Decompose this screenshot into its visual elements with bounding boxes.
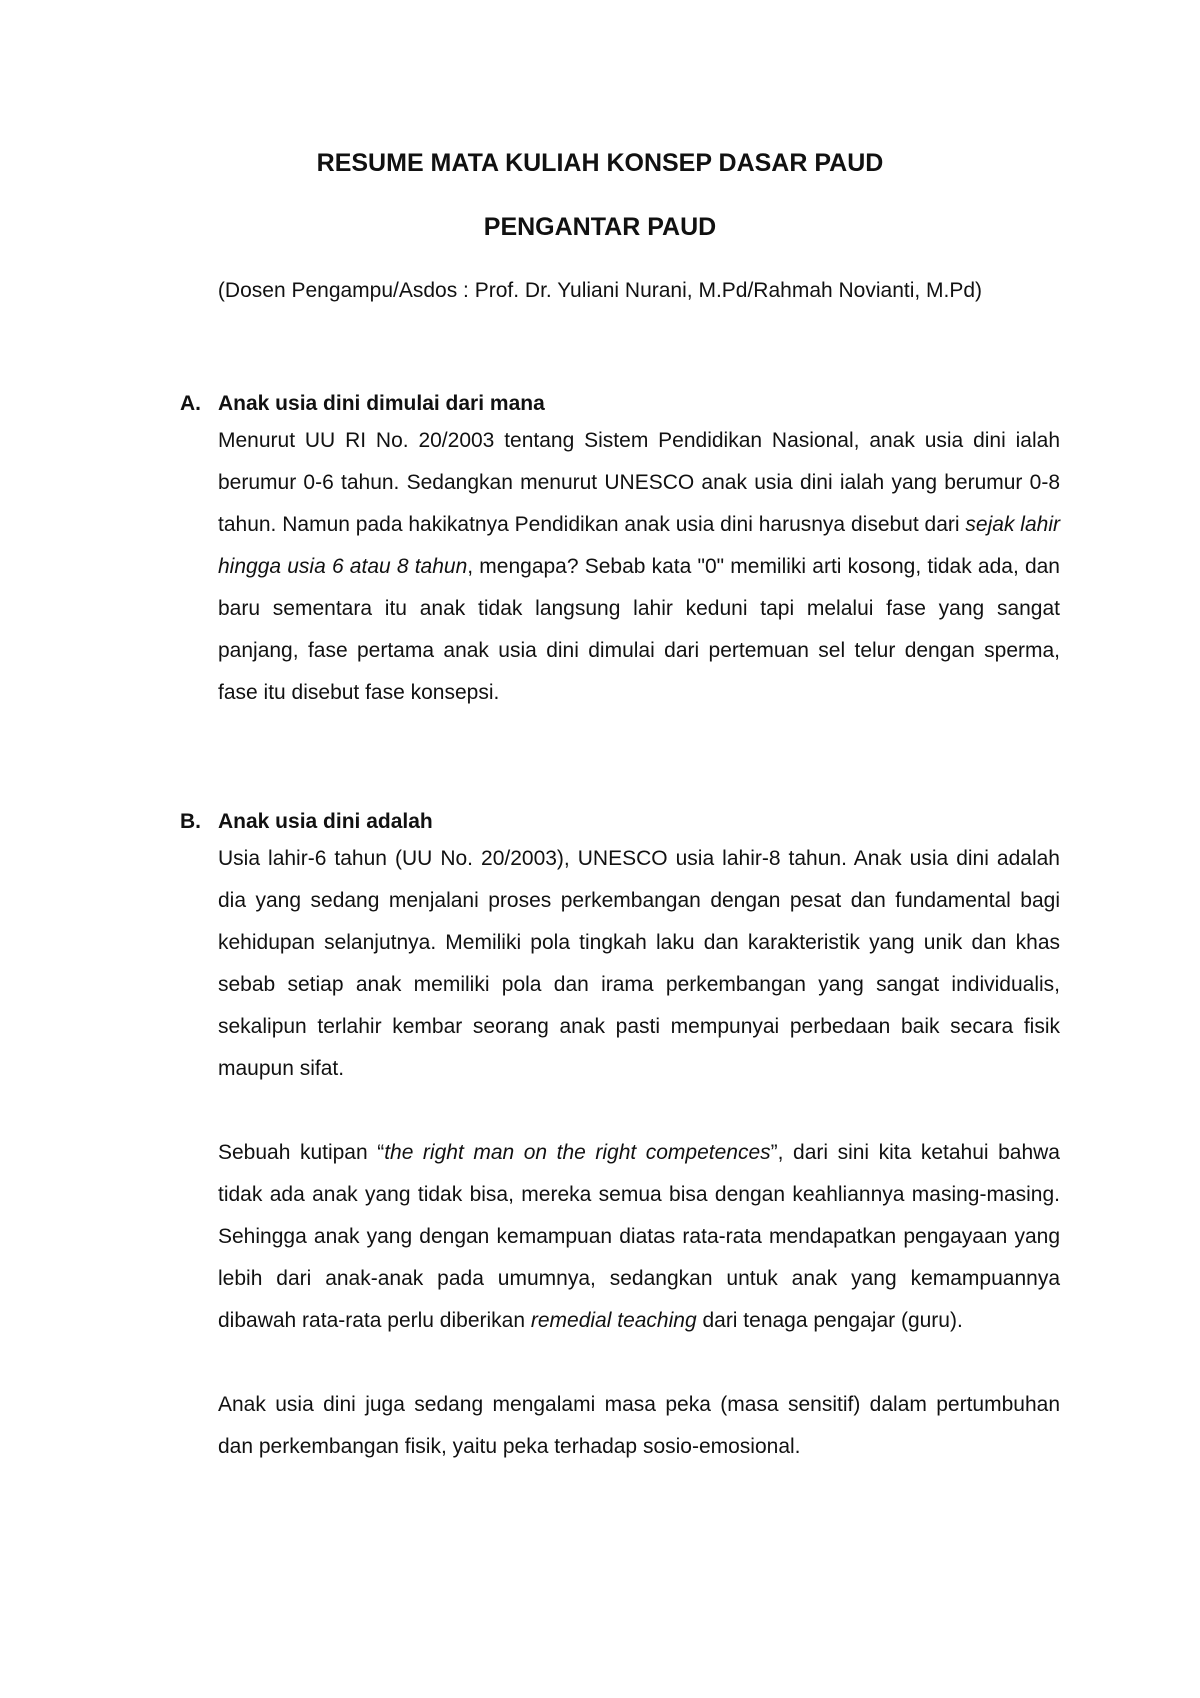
paragraph-gap xyxy=(180,1090,1060,1132)
section-a xyxy=(180,390,1060,714)
lecturer-line: (Dosen Pengampu/Asdos : Prof. Dr. Yuliani Nurani, M.Pd/Rahmah Novianti, M.Pd) xyxy=(217,279,983,302)
section-heading-text: Anak usia dini adalah xyxy=(218,810,433,833)
document-title: RESUME MATA KULIAH KONSEP DASAR PAUD xyxy=(316,149,884,177)
paragraph-text: dari tenaga pengajar (guru). xyxy=(696,1309,963,1332)
paragraph: Usia lahir-6 tahun (UU No. 20/2003), UNESCO usia lahir-8 tahun. Anak usia dini adalah dia yang sedang menjalani proses perkembangan dengan pesat dan fundamental bagi kehidupan selanjutnya. Memiliki pola tingkah laku dan karakteristik yang unik dan khas sebab setiap anak memiliki pola dan irama perkembangan yang sangat individualis, sekalipun terlahir kembar seorang anak pasti mempunyai perbedaan baik secara fisik maupun sifat. xyxy=(218,847,1060,1080)
paragraph-text: Menurut UU RI No. 20/2003 tentang Sistem Pendidikan Nasional, anak usia dini ialah berumur 0-6 tahun. Sedangkan menurut UNESCO anak usia dini ialah yang berumur 0-8 tahun. Namun pada hakikatnya Pendidikan anak usia dini harusnya disebut dari xyxy=(218,429,1060,536)
section-heading xyxy=(180,390,1060,420)
section-heading-text: Anak usia dini dimulai dari mana xyxy=(218,392,545,415)
italic-phrase: remedial teaching xyxy=(530,1309,697,1332)
paragraph: Anak usia dini juga sedang mengalami masa peka (masa sensitif) dalam pertumbuhan dan perkembangan fisik, yaitu peka terhadap sosio-emosional. xyxy=(218,1393,1060,1458)
paragraph xyxy=(180,420,1060,714)
italic-phrase: sejak lahir hingga usia 6 atau 8 tahun xyxy=(218,513,1060,578)
paragraph xyxy=(180,1132,1060,1342)
paragraph-text: , mengapa? Sebab kata "0" memiliki arti kosong, tidak ada, dan baru sementara itu anak tidak langsung lahir keduni tapi melalui fase yang sangat panjang, fase pertama anak usia dini dimulai dari pertemuan sel telur dengan sperma, fase itu disebut fase konsepsi. xyxy=(218,555,1060,704)
section-b xyxy=(180,808,1060,1468)
paragraph-gap xyxy=(180,1342,1060,1384)
document-subtitle: PENGANTAR PAUD xyxy=(483,213,717,241)
section-heading xyxy=(180,808,1060,838)
paragraph-text: ”, dari sini kita ketahui bahwa tidak ada anak yang tidak bisa, mereka semua bisa dengan keahliannya masing-masing. Sehingga anak yang dengan kemampuan diatas rata-rata mendapatkan pengayaan yang lebih dari anak-anak pada umumnya, sedangkan untuk anak yang kemampuannya dibawah rata-rata perlu diberikan xyxy=(218,1141,1060,1332)
section-letter: B. xyxy=(180,810,201,833)
section-letter: A. xyxy=(180,392,201,415)
italic-phrase: the right man on the right competences xyxy=(384,1141,771,1164)
paragraph-text: Sebuah kutipan “ xyxy=(218,1141,385,1164)
